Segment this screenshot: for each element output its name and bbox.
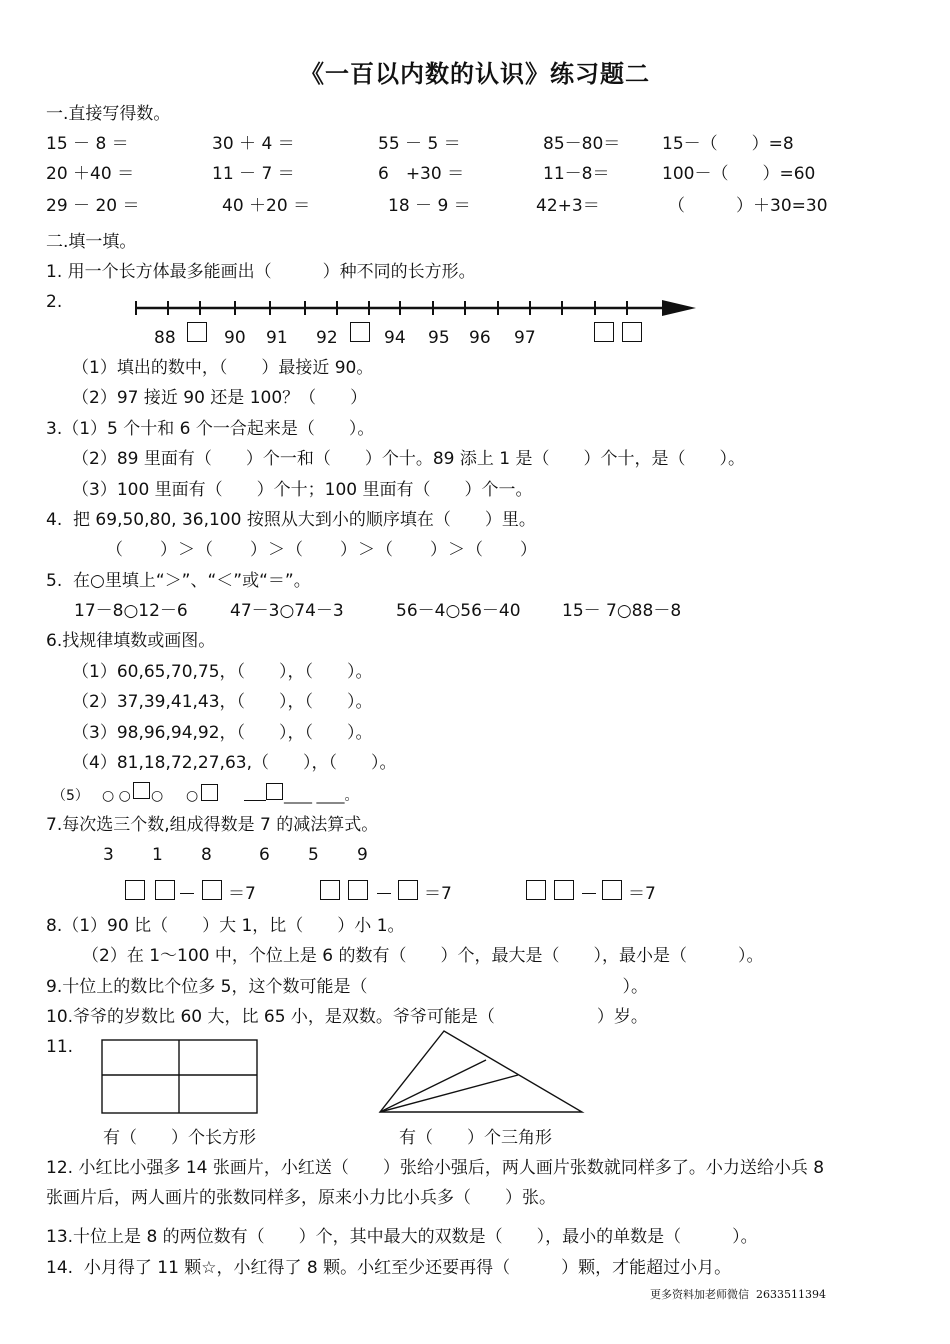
question-4-order: （ ）＞（ ）＞（ ）＞（ ）＞（ ） [106, 540, 538, 560]
equation-box[interactable] [202, 880, 222, 900]
calc-item: （ ）＋30=30 [668, 196, 828, 216]
minus-sign [180, 893, 194, 894]
question-6-sub4: （4）81,18,72,27,63,（ ），（ ）。 [72, 753, 397, 773]
calc-item: 15 － 8 ＝ [46, 134, 129, 154]
equals-seven: ＝7 [424, 884, 452, 904]
compare-item: 47－3○74－3 [230, 601, 344, 621]
question-6-sub1: （1）60,65,70,75，（ ），（ ）。 [72, 662, 373, 682]
question-12-line2: 张画片后，两人画片的张数同样多，原来小力比小兵多（ ）张。 [46, 1188, 556, 1208]
blank-line [244, 800, 266, 801]
number-label: 97 [514, 328, 536, 348]
question-6: 6.找规律填数或画图。 [46, 631, 216, 651]
question-11-label: 11. [46, 1037, 74, 1057]
number-label: 94 [384, 328, 406, 348]
question-12-line1: 12. 小红比小强多 14 张画片，小红送（ ）张给小强后，两人画片张数就同样多了。小力送给小兵 8 [46, 1158, 825, 1178]
number-choice: 3 [103, 845, 114, 865]
rectangle-figure [100, 1038, 260, 1116]
pattern-square [201, 784, 218, 801]
number-label: 91 [266, 328, 288, 348]
question-4: 4. 把 69,50,80, 36,100 按照从大到小的顺序填在（ ）里。 [46, 510, 536, 530]
number-line [130, 296, 700, 320]
question-6-sub3: （3）98,96,94,92，（ ），（ ）。 [72, 723, 373, 743]
compare-item: 17－8○12－6 [74, 601, 188, 621]
pattern-blanks: ____ ____。 [284, 788, 359, 804]
question-2-label: 2. [46, 292, 63, 312]
compare-item: 15－ 7○88－8 [562, 601, 682, 621]
minus-sign [377, 893, 391, 894]
minus-sign [582, 893, 596, 894]
answer-box[interactable] [350, 322, 370, 342]
equation-box[interactable] [554, 880, 574, 900]
number-choice: 5 [308, 845, 319, 865]
equation-box[interactable] [155, 880, 175, 900]
question-14: 14. 小月得了 11 颗☆，小红得了 8 颗。小红至少还要再得（ ）颗，才能超过小月。 [46, 1258, 732, 1278]
question-9: 9.十位上的数比个位多 5，这个数可能是（ ）。 [46, 977, 648, 997]
question-6-sub2: （2）37,39,41,43，（ ），（ ）。 [72, 692, 373, 712]
compare-item: 56－4○56－40 [396, 601, 521, 621]
question-3-sub1: 3.（1）5 个十和 6 个一合起来是（ ）。 [46, 419, 375, 439]
question-7: 7.每次选三个数,组成得数是 7 的减法算式。 [46, 815, 379, 835]
equation-box[interactable] [602, 880, 622, 900]
calc-item: 11 － 7 ＝ [212, 164, 295, 184]
equation-box[interactable] [348, 880, 368, 900]
section-2-heading: 二.填一填。 [46, 232, 137, 252]
calc-item: 40 ＋20 ＝ [222, 196, 311, 216]
number-choice: 1 [152, 845, 163, 865]
question-1: 1. 用一个长方体最多能画出（ ）种不同的长方形。 [46, 262, 476, 282]
equation-box[interactable] [398, 880, 418, 900]
rectangle-caption: 有（ ）个长方形 [103, 1128, 256, 1148]
pattern-circle: ○ [151, 788, 164, 804]
calc-item: 18 － 9 ＝ [388, 196, 471, 216]
question-6-sub5-label: （5） [52, 788, 89, 804]
equation-box[interactable] [526, 880, 546, 900]
calc-item: 15－（ ）=8 [662, 134, 794, 154]
question-8-sub1: 8.（1）90 比（ ）大 1，比（ ）小 1。 [46, 916, 405, 936]
pattern-circles: ○ ○ [102, 788, 131, 804]
number-choice: 8 [201, 845, 212, 865]
calc-item: 30 ＋ 4 ＝ [212, 134, 295, 154]
question-8-sub2: （2）在 1～100 中，个位上是 6 的数有（ ）个，最大是（ ），最小是（ ）。 [82, 946, 764, 966]
equals-seven: ＝7 [628, 884, 656, 904]
answer-box[interactable] [594, 322, 614, 342]
footer-note: 更多资料加老师微信 2633511394 [650, 1288, 826, 1301]
calc-item: 55 － 5 ＝ [378, 134, 461, 154]
question-3-sub3: （3）100 里面有（ ）个十；100 里面有（ ）个一。 [72, 480, 533, 500]
calc-item: 29 － 20 ＝ [46, 196, 140, 216]
triangle-caption: 有（ ）个三角形 [399, 1128, 552, 1148]
question-2-sub1: （1）填出的数中，（ ）最接近 90。 [72, 358, 374, 378]
calc-item: 85－80＝ [543, 134, 621, 154]
equation-box[interactable] [125, 880, 145, 900]
equals-seven: ＝7 [228, 884, 256, 904]
calc-item: 11－8＝ [543, 164, 610, 184]
pattern-circle: ○ [186, 788, 199, 804]
section-1-heading: 一.直接写得数。 [46, 104, 171, 124]
number-choice: 6 [259, 845, 270, 865]
calc-item: 20 ＋40 ＝ [46, 164, 135, 184]
calc-item: 42+3＝ [536, 196, 600, 216]
number-label: 96 [469, 328, 491, 348]
number-label: 88 [154, 328, 176, 348]
page-title: 《一百以内数的认识》练习题二 [300, 60, 650, 88]
question-10: 10.爷爷的岁数比 60 大，比 65 小，是双数。爷爷可能是（ ）岁。 [46, 1007, 648, 1027]
question-2-sub2: （2）97 接近 90 还是 100？（ ） [72, 388, 368, 408]
triangle-figure [376, 1028, 586, 1116]
pattern-square [133, 782, 150, 799]
number-choice: 9 [357, 845, 368, 865]
answer-box[interactable] [187, 322, 207, 342]
question-13: 13.十位上是 8 的两位数有（ ）个，其中最大的双数是（ ），最小的单数是（ ）。 [46, 1227, 758, 1247]
question-5: 5. 在○里填上“＞”、“＜”或“＝”。 [46, 571, 311, 591]
calc-item: 100－（ ）=60 [662, 164, 816, 184]
pattern-square [266, 783, 283, 800]
equation-box[interactable] [320, 880, 340, 900]
number-label: 92 [316, 328, 338, 348]
answer-box[interactable] [622, 322, 642, 342]
question-3-sub2: （2）89 里面有（ ）个一和（ ）个十。89 添上 1 是（ ）个十，是（ ）。 [72, 449, 746, 469]
calc-item: 6 +30 ＝ [378, 164, 465, 184]
number-label: 90 [224, 328, 246, 348]
number-label: 95 [428, 328, 450, 348]
